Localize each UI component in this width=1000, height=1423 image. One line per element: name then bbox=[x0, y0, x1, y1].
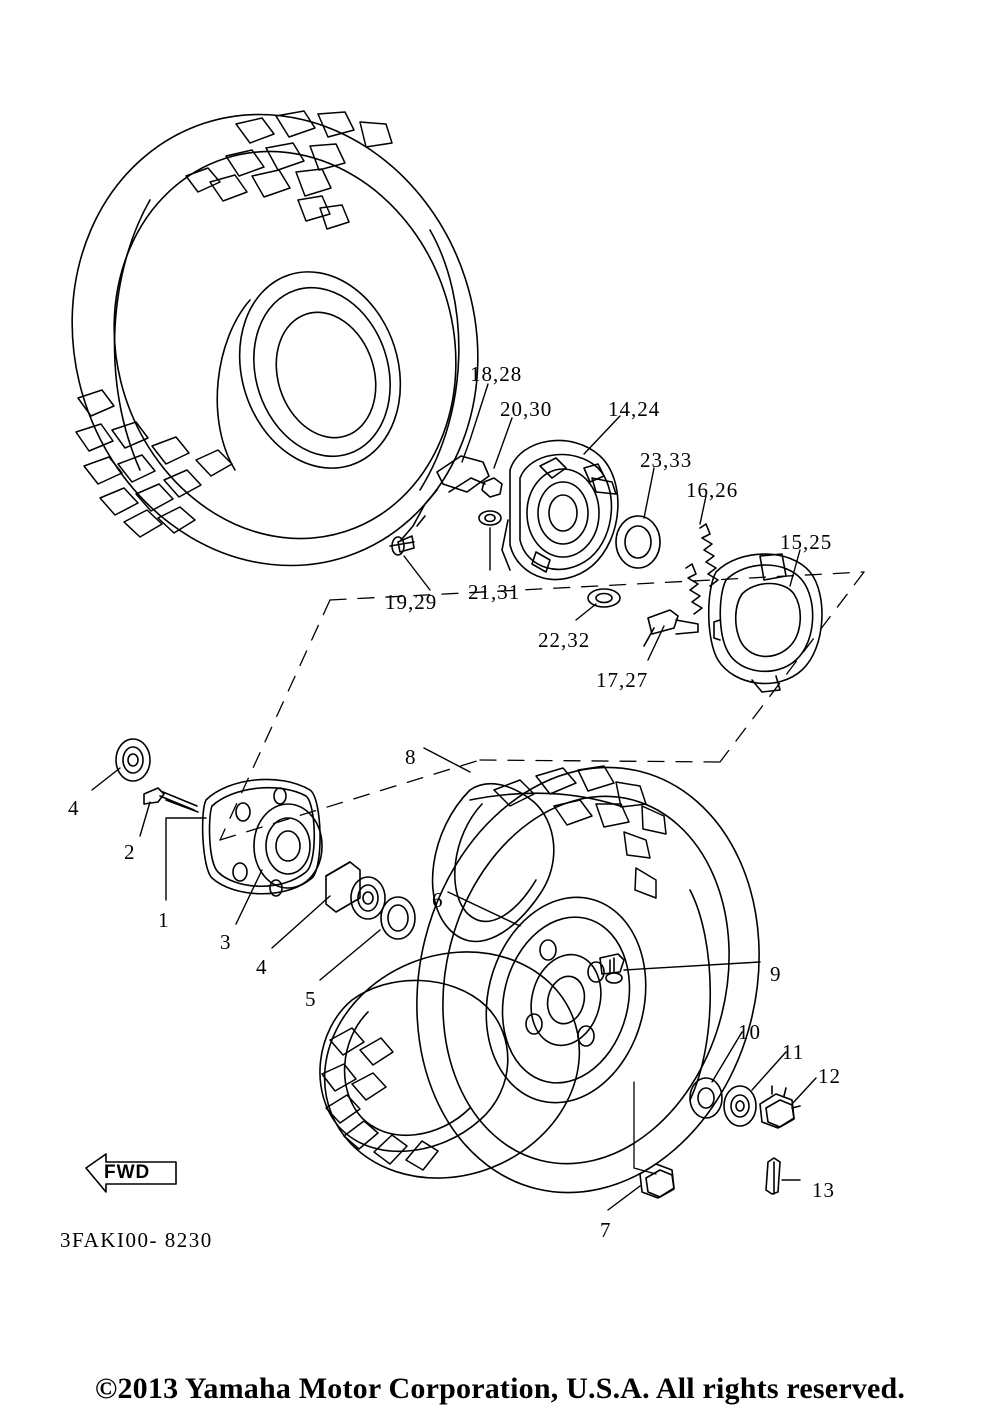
callout-9: 9 bbox=[770, 962, 782, 986]
copyright-notice: ©2013 Yamaha Motor Corporation, U.S.A. All rights reserved. bbox=[94, 1372, 906, 1405]
leader-lines bbox=[92, 384, 816, 1210]
callout-17-27: 17,27 bbox=[596, 668, 649, 692]
callout-11: 11 bbox=[782, 1040, 805, 1064]
rear-tire-wheel bbox=[290, 731, 803, 1230]
callout-10: 10 bbox=[738, 1020, 761, 1044]
callout-23-33: 23,33 bbox=[640, 448, 693, 472]
callout-19-29: 19,29 bbox=[385, 590, 438, 614]
callout-4-right: 4 bbox=[256, 955, 268, 979]
callout-5: 5 bbox=[305, 987, 317, 1011]
callout-15-25: 15,25 bbox=[780, 530, 833, 554]
callout-1: 1 bbox=[158, 908, 170, 932]
callout-12: 12 bbox=[818, 1064, 841, 1088]
callout-22-32: 22,32 bbox=[538, 628, 591, 652]
callout-16-26: 16,26 bbox=[686, 478, 739, 502]
callout-13: 13 bbox=[812, 1178, 835, 1202]
callout-20-30: 20,30 bbox=[500, 397, 553, 421]
callout-6: 6 bbox=[432, 888, 444, 912]
part-code: 3FAKI00- 8230 bbox=[60, 1228, 213, 1252]
callout-7: 7 bbox=[600, 1218, 612, 1242]
callout-4-left: 4 bbox=[68, 796, 80, 820]
callout-21-31: 21,31 bbox=[468, 580, 521, 604]
callout-8: 8 bbox=[405, 745, 417, 769]
callout-2: 2 bbox=[124, 840, 136, 864]
callout-14-24: 14,24 bbox=[608, 397, 661, 421]
fwd-label: FWD bbox=[104, 1162, 151, 1183]
callout-18-28: 18,28 bbox=[470, 362, 523, 386]
front-tire-upper bbox=[14, 61, 535, 618]
callout-3: 3 bbox=[220, 930, 232, 954]
